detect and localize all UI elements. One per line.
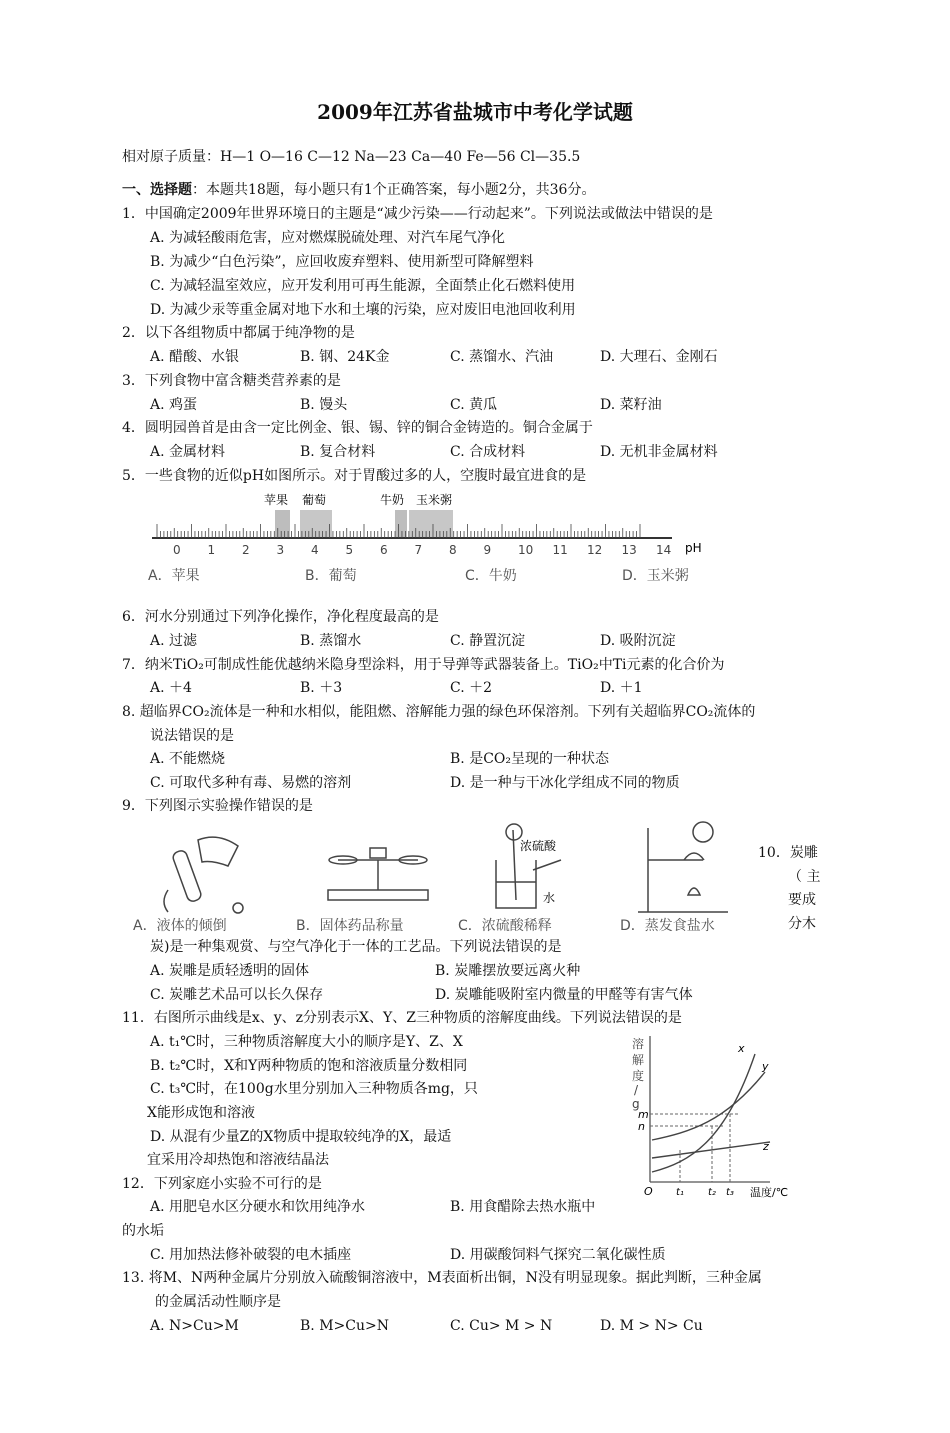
q2-option-a: A. 醋酸、水银 (150, 349, 240, 365)
ph-label-apple: 苹果 (264, 493, 289, 507)
q4-option-c: C. 合成材料 (450, 444, 526, 460)
q2-option-c: C. 蒸馏水、汽油 (450, 349, 554, 365)
ph-tick-label: 3 (276, 543, 285, 557)
q10-stem-part3: 要成 (788, 892, 816, 908)
ph-label-milk: 牛奶 (380, 493, 405, 507)
curve-z-label: z (763, 1140, 769, 1153)
acid-label: 浓硫酸 (520, 839, 557, 853)
q6-option-d: D. 吸附沉淀 (600, 633, 676, 649)
q7-option-d: D. ＋1 (600, 680, 643, 696)
q6-stem: 6．河水分别通过下列净化操作，净化程度最高的是 (122, 609, 439, 625)
atomic-mass-line: 相对原子质量：H—1 O—16 C—12 Na—23 Ca—40 Fe—56 Cl—35.5 (122, 149, 581, 165)
q10-stem-part4: 分木 (788, 916, 816, 932)
q4-option-a: A. 金属材料 (150, 444, 226, 460)
ph-tick-label: 9 (483, 543, 492, 557)
q2-option-b: B. 钢、24K金 (300, 349, 390, 365)
ph-tick-label: 11 (552, 543, 568, 557)
ph-tick-labels (173, 543, 671, 557)
m-label: m (638, 1108, 649, 1121)
lab-operations-figure (128, 820, 758, 938)
n-label: n (638, 1120, 645, 1133)
q5-stem: 5．一些食物的近似pH如图所示。对于胃酸过多的人，空腹时最宜进食的是 (122, 468, 587, 484)
graph-y-axis-label (632, 1036, 644, 1111)
q12-option-b: B. 用食醋除去热水瓶中 (450, 1199, 596, 1215)
ylabel-char: g (632, 1097, 640, 1111)
curve-y (652, 1072, 765, 1140)
q11-option-b: B. t₂℃时，X和Y两种物质的饱和溶液质量分数相同 (150, 1058, 468, 1074)
ph-tick-label: 5 (345, 543, 354, 557)
curve-x-label: x (738, 1042, 745, 1055)
ph-tick-marks (157, 524, 640, 538)
q12-option-b-cont: 的水垢 (122, 1223, 164, 1239)
q9-option-b: B．固体药品称量 (296, 918, 404, 934)
q11-option-c-cont: X能形成饱和溶液 (147, 1105, 255, 1121)
q10-option-c: C. 炭雕艺术品可以长久保存 (150, 987, 324, 1003)
q9-stem: 9．下列图示实验操作错误的是 (122, 798, 313, 814)
q13-option-a: A. N>Cu>M (150, 1318, 239, 1334)
ph-unit: pH (685, 541, 702, 555)
illustration-pouring-liquid (164, 837, 243, 913)
q12-stem: 12．下列家庭小实验不可行的是 (122, 1176, 322, 1192)
ph-scale-figure (140, 488, 720, 588)
q3-stem: 3．下列食物中富含糖类营养素的是 (122, 373, 341, 389)
q9-option-d: D．蒸发食盐水 (620, 918, 715, 934)
ph-tick-label: 0 (173, 543, 181, 557)
q5-option-a: A．苹果 (148, 568, 200, 584)
q6-option-c: C. 静置沉淀 (450, 633, 526, 649)
q4-option-d: D. 无机非金属材料 (600, 444, 718, 460)
graph-x-axis-label: 温度/℃ (750, 1186, 789, 1199)
page-title: 2009年江苏省盐城市中考化学试题 (317, 100, 633, 124)
ph-label-corn-porridge: 玉米粥 (416, 493, 453, 507)
q1-option-c: C. 为减轻温室效应，应开发利用可再生能源，全面禁止化石燃料使用 (150, 278, 576, 294)
q8-option-c: C. 可取代多种有毒、易燃的溶剂 (150, 775, 352, 791)
q1-option-d: D. 为减少汞等重金属对地下水和土壤的污染，应对废旧电池回收利用 (150, 302, 576, 318)
ph-tick-label: 7 (414, 543, 423, 557)
q13-option-b: B. M>Cu>N (300, 1318, 389, 1334)
ph-tick-label: 8 (449, 543, 457, 557)
q3-option-d: D. 菜籽油 (600, 397, 662, 413)
q6-option-a: A. 过滤 (150, 633, 198, 649)
q11-option-d: D. 从混有少量Z的X物质中提取较纯净的X，最适 (150, 1129, 452, 1145)
q5-option-d: D．玉米粥 (622, 568, 689, 584)
ph-tick-label: 1 (207, 543, 216, 557)
ph-tick-label: 10 (518, 543, 534, 557)
q7-option-c: C. ＋2 (450, 680, 493, 696)
ylabel-char: 溶 (632, 1037, 645, 1051)
q10-stem-part2: （ 主 (788, 869, 821, 885)
t1-label: t₁ (676, 1187, 684, 1198)
q4-stem: 4．圆明园兽首是由含一定比例金、银、锡、锌的铜合金铸造的。铜合金属于 (122, 420, 593, 436)
ph-tick-label: 13 (621, 543, 637, 557)
q7-stem: 7．纳米TiO₂可制成性能优越纳米隐身型涂料，用于导弹等武器装备上。TiO₂中Ti元素的化合价为 (122, 657, 725, 673)
ph-tick-label: 14 (656, 543, 672, 557)
q1-option-a: A. 为减轻酸雨危害，应对燃煤脱硫处理、对汽车尾气净化 (150, 230, 506, 246)
section-heading (122, 180, 595, 200)
q3-option-a: A. 鸡蛋 (150, 397, 198, 413)
ph-tick-label: 2 (242, 543, 250, 557)
q8-option-a: A. 不能燃烧 (150, 751, 226, 767)
illustration-balance (328, 848, 428, 900)
q11-option-c: C. t₃℃时，在100g水里分别加入三种物质各mg，只 (150, 1081, 478, 1097)
q5-option-c: C．牛奶 (465, 568, 517, 584)
q8-option-b: B. 是CO₂呈现的一种状态 (450, 751, 609, 767)
section-label: 一、选择题 (122, 182, 192, 198)
t2-label: t₂ (708, 1187, 716, 1198)
ylabel-char: / (634, 1083, 639, 1097)
q8-stem: 8. 超临界CO₂流体是一种和水相似，能阻燃、溶解能力强的绿色环保溶剂。下列有关超临界CO₂流体的 (122, 704, 756, 720)
q13-option-d: D. M > N> Cu (600, 1318, 703, 1334)
q2-option-d: D. 大理石、金刚石 (600, 349, 718, 365)
q8-stem-cont: 说法错误的是 (150, 728, 234, 744)
q10-option-d: D. 炭雕能吸附室内微量的甲醛等有害气体 (435, 987, 693, 1003)
section-text: ：本题共18题，每小题只有1个正确答案，每小题2分，共36分。 (192, 182, 596, 198)
ph-tick-label: 12 (587, 543, 603, 557)
q8-option-d: D. 是一种与干冰化学组成不同的物质 (450, 775, 680, 791)
q3-option-b: B. 馒头 (300, 397, 348, 413)
q10-option-a: A. 炭雕是质轻透明的固体 (150, 963, 310, 979)
solubility-graph (630, 1032, 810, 1204)
ylabel-char: 解 (632, 1053, 645, 1067)
q13-stem-cont: 的金属活动性顺序是 (155, 1294, 281, 1310)
ph-label-grape: 葡萄 (302, 493, 327, 507)
q6-option-b: B. 蒸馏水 (300, 633, 362, 649)
q4-option-b: B. 复合材料 (300, 444, 376, 460)
q11-option-a: A. t₁℃时，三种物质溶解度大小的顺序是Y、Z、X (150, 1034, 463, 1050)
water-label: 水 (543, 891, 556, 905)
q13-stem: 13. 将M、N两种金属片分别放入硫酸铜溶液中，M表面析出铜，N没有明显现象。据此判断，三种金属 (122, 1270, 762, 1286)
q7-option-b: B. ＋3 (300, 680, 343, 696)
curve-x (652, 1054, 755, 1172)
q2-stem: 2．以下各组物质中都属于纯净物的是 (122, 325, 355, 341)
ylabel-char: 度 (632, 1069, 645, 1083)
q13-option-c: C. Cu> M > N (450, 1318, 553, 1334)
q12-option-a: A. 用肥皂水区分硬水和饮用纯净水 (150, 1199, 366, 1215)
t3-label: t₃ (726, 1187, 734, 1198)
q7-option-a: A. ＋4 (150, 680, 192, 696)
q11-stem: 11．右图所示曲线是x、y、z分别表示X、Y、Z三种物质的溶解度曲线。下列说法错误的是 (122, 1010, 682, 1026)
q10-stem-part1: 10．炭雕 (758, 845, 818, 861)
ph-tick-label: 4 (311, 543, 319, 557)
q3-option-c: C. 黄瓜 (450, 397, 498, 413)
q9-option-c: C．浓硫酸稀释 (458, 918, 552, 934)
q5-option-b: B．葡萄 (305, 568, 357, 584)
illustration-evaporation (638, 822, 728, 912)
ph-tick-label: 6 (380, 543, 388, 557)
q1-option-b: B. 为减少“白色污染”，应回收废弃塑料、使用新型可降解塑料 (150, 254, 534, 270)
curve-z (652, 1142, 770, 1158)
q11-option-d-cont: 宜采用冷却热饱和溶液结晶法 (147, 1152, 329, 1168)
origin-label: O (644, 1185, 653, 1198)
curve-y-label: y (762, 1060, 769, 1073)
q10-option-b: B. 炭雕摆放要远离火种 (435, 963, 581, 979)
q1-stem: 1．中国确定2009年世界环境日的主题是“减少污染——行动起来”。下列说法或做法中错误的是 (122, 206, 713, 222)
q9-option-a: A．液体的倾倒 (133, 918, 227, 934)
q12-option-d: D. 用碳酸饲料气探究二氧化碳性质 (450, 1247, 666, 1263)
q12-option-c: C. 用加热法修补破裂的电木插座 (150, 1247, 352, 1263)
q10-stem-cont: 炭)是一种集观赏、与空气净化于一体的工艺品。下列说法错误的是 (150, 939, 562, 955)
